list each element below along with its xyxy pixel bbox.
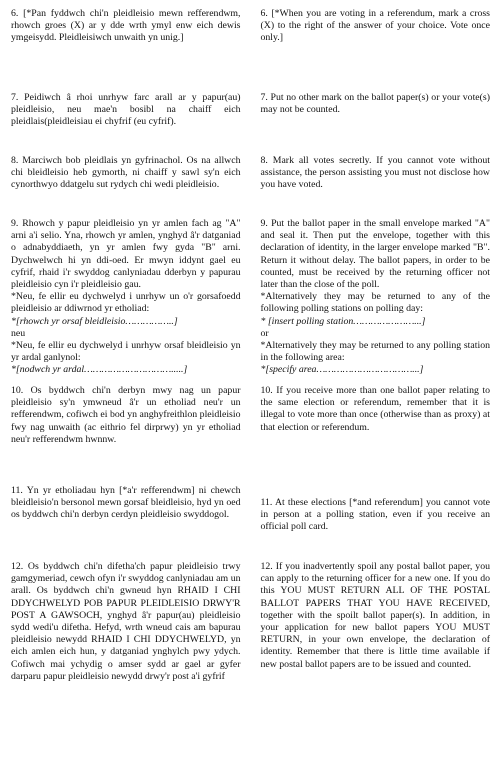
english-polling-station-field: * [insert polling station…………………...]: [260, 315, 426, 327]
welsh-area-field: *[nodwch yr ardal………………………….....]: [11, 364, 188, 376]
welsh-instruction-12: 12. Os byddwch chi'n difetha'ch papur pleidleisio trwy gamgymeriad, cewch ofyn i'r swyddog canlyniadau am un arall. Os byddwch chi'n gwneud hyn RHAID I CHI DDYCHWELYD POB PAPUR PLEIDLEISIO DRWY'R POST A GAWSOCH, ynghyd â'r papur(au) pleidleisio sydd wedi'u difetha. Hefyd, wrth wneud cais am bapurau pleidleisio newydd RHAID I CHI DDYCHWELYD, yn eich amlen eich hun, y datganiad ynghylch pwy ydych. Cofiwch mai ychydig o amser sydd ar gael ar gyfer darparu papur pleidleisio newydd drwy'r post a'i gyfrif: [11, 561, 241, 682]
english-instruction-9-main: 9. Put the ballot paper in the small envelope marked "A" and seal it. Then put the envelope, together with this declaration of identity, in the larger envelope marked "B". Return it without delay. The ballot papers, in order to be counted, must be received by the returning officer not later than the close of the poll.: [260, 218, 490, 291]
instruction-row-12: [11, 561, 490, 701]
welsh-instruction-11: 11. Yn yr etholiadau hyn [*a'r refferendwm] ni chewch bleidleisio'n bersonol mewn gorsaf bleidleisio, hyd yn oed os byddwch chi'n derbyn cerdyn pleidleisio swyddogol.: [11, 485, 241, 521]
instruction-row-9: [11, 218, 490, 385]
english-instruction-12: 12. If you inadvertently spoil any postal ballot paper, you can apply to the returning officer for a new one. If you do this YOU MUST RETURN ALL OF THE POSTAL BALLOT PAPERS THAT YOU HAVE RECEIVED, together with the spoilt ballot paper(s). In addition, in your application for new ballot papers YOU MUST RETURN, in your own envelope, the declaration of identity. Remember that there is little time available if new postal ballot papers are to be issued and counted.: [260, 561, 490, 670]
english-instruction-9-alt1: *Alternatively they may be returned to any of the following polling stations on polling day:: [260, 291, 490, 315]
welsh-instruction-6: 6. [*Pan fyddwch chi'n pleidleisio mewn refferendwm, rhowch groes (X) ar y dde wrth ymyl enw eich dewis ymgeisydd. Pleidleisiwch unwaith yn unig.]: [11, 8, 241, 44]
welsh-instruction-9: [11, 218, 241, 385]
welsh-instruction-9-alt1: *Neu, fe ellir eu dychwelyd i unrhyw un o'r gorsafoedd pleidleisio ar ddiwrnod yr etholiad:: [11, 291, 241, 315]
welsh-instruction-10: 10. Os byddwch chi'n derbyn mwy nag un papur pleidleisio sy'n ymwneud â'r un etholiad neu'r un refferendwm, cofiwch ei bod yn anghyfreithlon pleidleisio fwy nag unwaith (ac eithrio fel dirprwy) yn yr etholiad neu'r refferendwm hwnnw.: [11, 385, 241, 445]
english-instruction-11: 11. At these elections [*and referendum] you cannot vote in person at a polling station, even if you receive an official poll card.: [260, 497, 490, 533]
welsh-instruction-9-main: 9. Rhowch y papur pleidleisio yn yr amlen fach ag "A" arni a'i selio. Yna, rhowch yr amlen, ynghyd â'r datganiad o adnabyddiaeth, yn yr amlen fwy gyda "B" arni. Dychwelwch hi yn ddi-oed. Er mwyn iddynt gael eu cyfrif, rhaid i'r swyddog canlyniadau dderbyn y papurau pleidleisio cyn i'r pleidleisio gau.: [11, 218, 241, 291]
welsh-instruction-8: 8. Marciwch bob pleidlais yn gyfrinachol. Os na allwch chi bleidleisio heb gymorth, ni chaiff y sawl sy'n eich cynorthwyo ddatgelu sut rydych chi wedi pleidleisio.: [11, 155, 241, 191]
instruction-row-6: [11, 8, 490, 92]
english-instruction-10: 10. If you receive more than one ballot paper relating to the same election or referendum, remember that it is illegal to vote more than once (otherwise than as proxy) at that election or referendum.: [260, 385, 490, 433]
welsh-instruction-7: 7. Peidiwch â rhoi unrhyw farc arall ar y papur(au) pleidleisio, neu mae'n bosibl na chaiff eich pleidlais(pleidleisiau ei chyfrif (eu cyfrif).: [11, 92, 241, 128]
english-instruction-9: [261, 218, 491, 385]
welsh-instruction-9-alt2: *Neu, fe ellir eu dychwelyd i unrhyw orsaf bleidleisio yn yr ardal ganlynol:: [11, 340, 241, 364]
instruction-row-11: [11, 485, 490, 561]
english-instruction-6: 6. [*When you are voting in a referendum, mark a cross (X) to the right of the answer of your choice. Vote once only.]: [260, 8, 490, 44]
english-instruction-7: 7. Put no other mark on the ballot paper(s) or your vote(s) may not be counted.: [260, 92, 490, 116]
welsh-polling-station-field: *[rhowch yr orsaf bleidleisio……………..]: [11, 315, 178, 327]
welsh-or: neu: [11, 327, 26, 339]
instruction-row-7: [11, 92, 490, 155]
instruction-row-8: [11, 155, 490, 218]
english-or: or: [260, 327, 269, 339]
english-instruction-9-alt2: *Alternatively they may be returned to any polling station in the following area:: [260, 340, 490, 364]
english-area-field: *[specify area……………………………...]: [260, 364, 424, 376]
english-instruction-8: 8. Mark all votes secretly. If you cannot vote without assistance, the person assisting you must not disclose how you have voted.: [260, 155, 490, 191]
instruction-row-10: [11, 385, 490, 485]
